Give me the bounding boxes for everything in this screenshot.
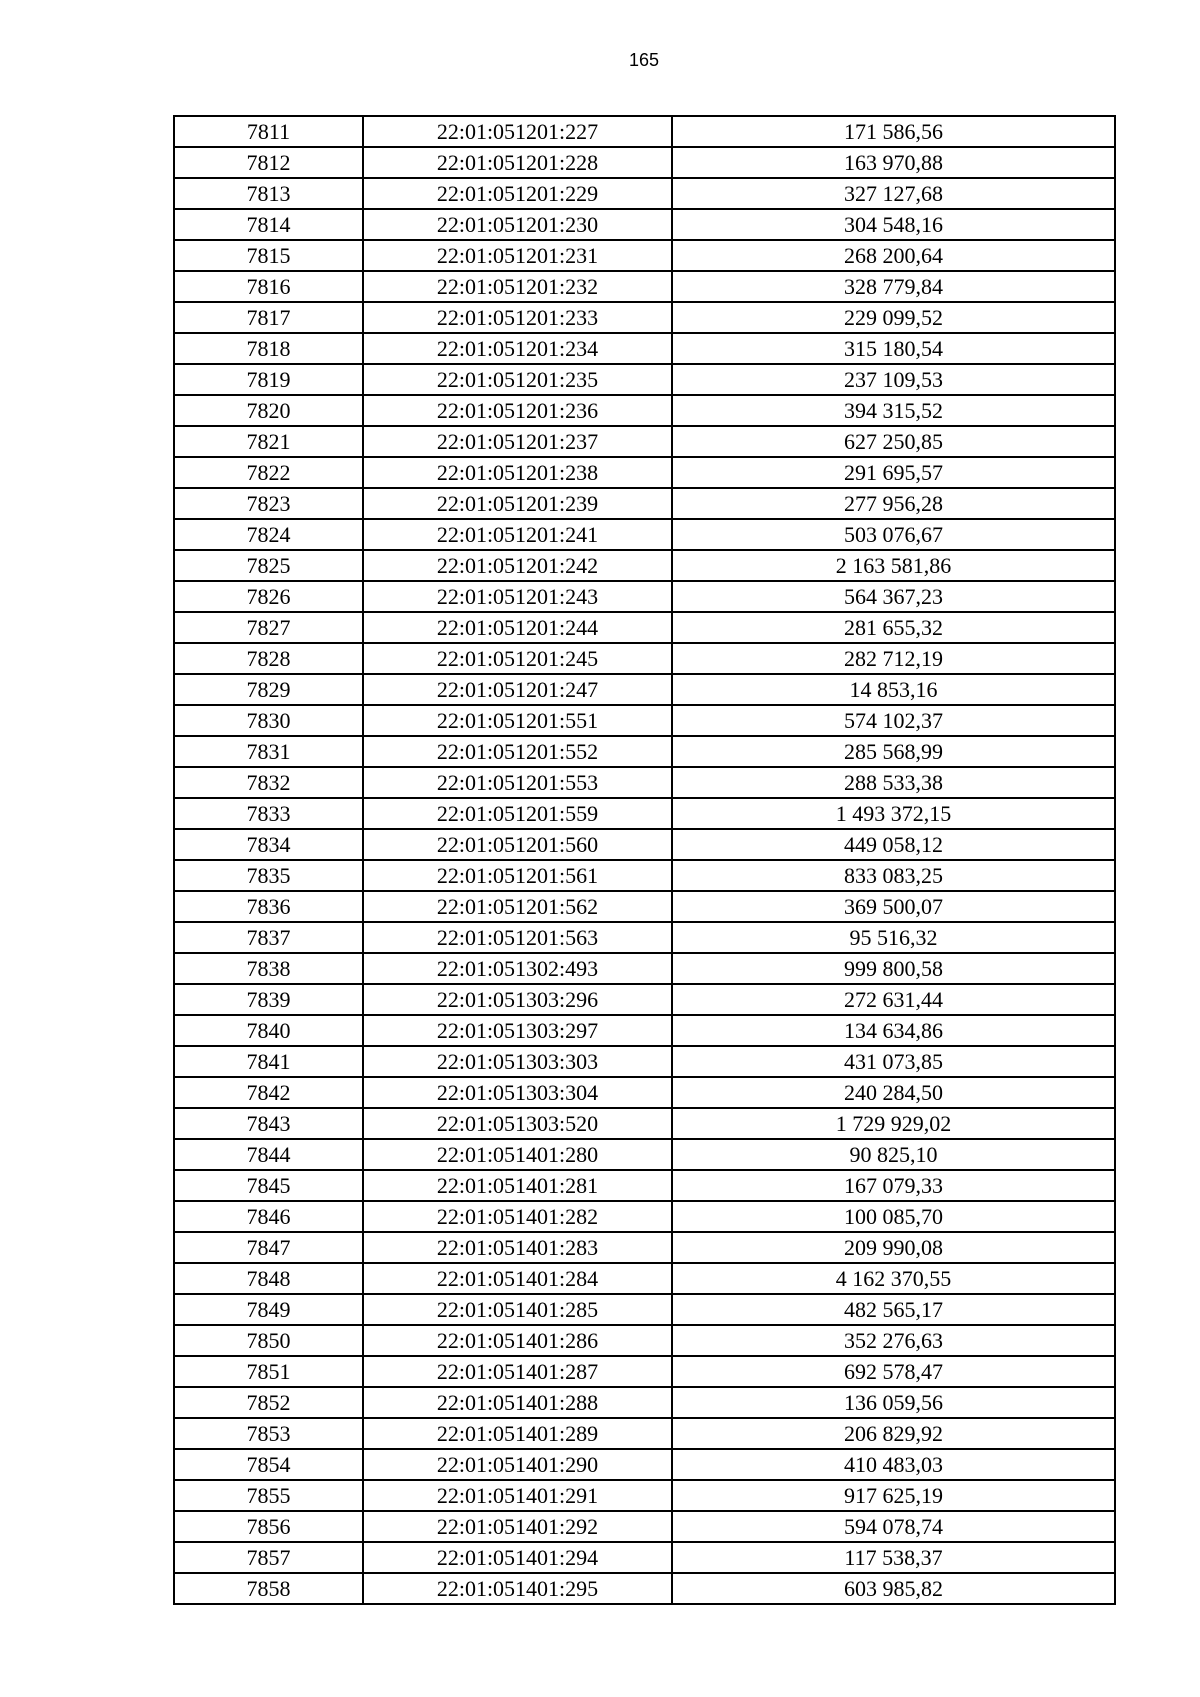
table-row <box>174 1480 1115 1511</box>
cadastral-number-cell: 22:01:051303:297 <box>363 1015 672 1046</box>
table-row <box>174 550 1115 581</box>
cadastral-value-cell: 999 800,58 <box>672 953 1115 984</box>
cadastral-value-cell: 90 825,10 <box>672 1139 1115 1170</box>
cadastral-number-cell: 22:01:051201:247 <box>363 674 672 705</box>
cadastral-value-cell: 917 625,19 <box>672 1480 1115 1511</box>
table-row <box>174 1232 1115 1263</box>
table-row <box>174 1542 1115 1573</box>
cadastral-value-cell: 4 162 370,55 <box>672 1263 1115 1294</box>
cadastral-number-cell: 22:01:051201:552 <box>363 736 672 767</box>
row-number-cell: 7826 <box>174 581 363 612</box>
cadastral-value-cell: 237 109,53 <box>672 364 1115 395</box>
cadastral-number-cell: 22:01:051401:288 <box>363 1387 672 1418</box>
cadastral-number-cell: 22:01:051201:236 <box>363 395 672 426</box>
row-number-cell: 7830 <box>174 705 363 736</box>
cadastral-value-cell: 327 127,68 <box>672 178 1115 209</box>
cadastral-number-cell: 22:01:051401:285 <box>363 1294 672 1325</box>
cadastral-number-cell: 22:01:051201:231 <box>363 240 672 271</box>
row-number-cell: 7836 <box>174 891 363 922</box>
row-number-cell: 7838 <box>174 953 363 984</box>
table-row <box>174 457 1115 488</box>
cadastral-number-cell: 22:01:051201:237 <box>363 426 672 457</box>
row-number-cell: 7846 <box>174 1201 363 1232</box>
table-row <box>174 1108 1115 1139</box>
row-number-cell: 7825 <box>174 550 363 581</box>
cadastral-value-cell: 95 516,32 <box>672 922 1115 953</box>
row-number-cell: 7823 <box>174 488 363 519</box>
cadastral-value-cell: 833 083,25 <box>672 860 1115 891</box>
row-number-cell: 7814 <box>174 209 363 240</box>
cadastral-value-cell: 431 073,85 <box>672 1046 1115 1077</box>
cadastral-number-cell: 22:01:051401:282 <box>363 1201 672 1232</box>
table-row <box>174 1418 1115 1449</box>
cadastral-number-cell: 22:01:051401:284 <box>363 1263 672 1294</box>
cadastral-value-cell: 134 634,86 <box>672 1015 1115 1046</box>
cadastral-number-cell: 22:01:051201:553 <box>363 767 672 798</box>
cadastral-value-cell: 291 695,57 <box>672 457 1115 488</box>
cadastral-number-cell: 22:01:051201:551 <box>363 705 672 736</box>
cadastral-value-cell: 1 493 372,15 <box>672 798 1115 829</box>
table-row <box>174 395 1115 426</box>
table-row <box>174 488 1115 519</box>
row-number-cell: 7839 <box>174 984 363 1015</box>
cadastral-number-cell: 22:01:051303:303 <box>363 1046 672 1077</box>
table-row <box>174 1449 1115 1480</box>
row-number-cell: 7851 <box>174 1356 363 1387</box>
cadastral-number-cell: 22:01:051401:283 <box>363 1232 672 1263</box>
cadastral-number-cell: 22:01:051302:493 <box>363 953 672 984</box>
table-body <box>174 116 1115 1604</box>
table-row <box>174 1170 1115 1201</box>
table-row <box>174 860 1115 891</box>
row-number-cell: 7855 <box>174 1480 363 1511</box>
row-number-cell: 7840 <box>174 1015 363 1046</box>
row-number-cell: 7824 <box>174 519 363 550</box>
cadastral-value-cell: 100 085,70 <box>672 1201 1115 1232</box>
row-number-cell: 7857 <box>174 1542 363 1573</box>
cadastral-number-cell: 22:01:051201:238 <box>363 457 672 488</box>
row-number-cell: 7813 <box>174 178 363 209</box>
cadastral-number-cell: 22:01:051201:235 <box>363 364 672 395</box>
row-number-cell: 7818 <box>174 333 363 364</box>
table-row <box>174 1015 1115 1046</box>
table-row <box>174 581 1115 612</box>
cadastral-number-cell: 22:01:051201:234 <box>363 333 672 364</box>
cadastral-value-cell: 282 712,19 <box>672 643 1115 674</box>
table-row <box>174 1511 1115 1542</box>
table-row <box>174 922 1115 953</box>
cadastral-number-cell: 22:01:051201:243 <box>363 581 672 612</box>
table-row <box>174 178 1115 209</box>
row-number-cell: 7837 <box>174 922 363 953</box>
row-number-cell: 7852 <box>174 1387 363 1418</box>
row-number-cell: 7827 <box>174 612 363 643</box>
table-row <box>174 1387 1115 1418</box>
row-number-cell: 7817 <box>174 302 363 333</box>
page-number: 165 <box>628 50 660 70</box>
cadastral-value-cell: 288 533,38 <box>672 767 1115 798</box>
cadastral-value-cell: 209 990,08 <box>672 1232 1115 1263</box>
row-number-cell: 7843 <box>174 1108 363 1139</box>
cadastral-value-cell: 206 829,92 <box>672 1418 1115 1449</box>
cadastral-value-cell: 564 367,23 <box>672 581 1115 612</box>
table-row <box>174 116 1115 147</box>
cadastral-value-cell: 304 548,16 <box>672 209 1115 240</box>
row-number-cell: 7828 <box>174 643 363 674</box>
cadastral-number-cell: 22:01:051401:287 <box>363 1356 672 1387</box>
table-row <box>174 333 1115 364</box>
cadastral-number-cell: 22:01:051201:561 <box>363 860 672 891</box>
cadastral-value-cell: 272 631,44 <box>672 984 1115 1015</box>
row-number-cell: 7858 <box>174 1573 363 1604</box>
cadastral-value-cell: 352 276,63 <box>672 1325 1115 1356</box>
cadastral-value-cell: 240 284,50 <box>672 1077 1115 1108</box>
cadastral-number-cell: 22:01:051303:304 <box>363 1077 672 1108</box>
row-number-cell: 7811 <box>174 116 363 147</box>
table-row <box>174 674 1115 705</box>
cadastral-value-table <box>173 115 1116 1605</box>
row-number-cell: 7845 <box>174 1170 363 1201</box>
cadastral-number-cell: 22:01:051201:562 <box>363 891 672 922</box>
row-number-cell: 7822 <box>174 457 363 488</box>
row-number-cell: 7835 <box>174 860 363 891</box>
cadastral-number-cell: 22:01:051201:232 <box>363 271 672 302</box>
cadastral-number-cell: 22:01:051201:244 <box>363 612 672 643</box>
cadastral-number-cell: 22:01:051401:281 <box>363 1170 672 1201</box>
cadastral-value-cell: 229 099,52 <box>672 302 1115 333</box>
table-row <box>174 519 1115 550</box>
cadastral-number-cell: 22:01:051401:294 <box>363 1542 672 1573</box>
row-number-cell: 7821 <box>174 426 363 457</box>
table-row <box>174 612 1115 643</box>
cadastral-number-cell: 22:01:051201:228 <box>363 147 672 178</box>
cadastral-number-cell: 22:01:051201:239 <box>363 488 672 519</box>
cadastral-number-cell: 22:01:051401:289 <box>363 1418 672 1449</box>
table-row <box>174 798 1115 829</box>
row-number-cell: 7820 <box>174 395 363 426</box>
cadastral-value-cell: 171 586,56 <box>672 116 1115 147</box>
cadastral-value-cell: 503 076,67 <box>672 519 1115 550</box>
cadastral-value-cell: 14 853,16 <box>672 674 1115 705</box>
cadastral-value-cell: 328 779,84 <box>672 271 1115 302</box>
cadastral-value-cell: 692 578,47 <box>672 1356 1115 1387</box>
cadastral-value-cell: 2 163 581,86 <box>672 550 1115 581</box>
cadastral-number-cell: 22:01:051401:292 <box>363 1511 672 1542</box>
table-row <box>174 1573 1115 1604</box>
table-row <box>174 643 1115 674</box>
cadastral-number-cell: 22:01:051303:520 <box>363 1108 672 1139</box>
cadastral-value-cell: 594 078,74 <box>672 1511 1115 1542</box>
row-number-cell: 7854 <box>174 1449 363 1480</box>
cadastral-number-cell: 22:01:051201:230 <box>363 209 672 240</box>
table-row <box>174 829 1115 860</box>
cadastral-number-cell: 22:01:051401:295 <box>363 1573 672 1604</box>
table-row <box>174 953 1115 984</box>
table-row <box>174 147 1115 178</box>
row-number-cell: 7816 <box>174 271 363 302</box>
row-number-cell: 7832 <box>174 767 363 798</box>
cadastral-value-cell: 574 102,37 <box>672 705 1115 736</box>
cadastral-number-cell: 22:01:051401:290 <box>363 1449 672 1480</box>
cadastral-value-cell: 449 058,12 <box>672 829 1115 860</box>
cadastral-value-cell: 1 729 929,02 <box>672 1108 1115 1139</box>
table-row <box>174 1139 1115 1170</box>
row-number-cell: 7831 <box>174 736 363 767</box>
row-number-cell: 7834 <box>174 829 363 860</box>
table-row <box>174 891 1115 922</box>
row-number-cell: 7853 <box>174 1418 363 1449</box>
row-number-cell: 7833 <box>174 798 363 829</box>
table-row <box>174 1356 1115 1387</box>
row-number-cell: 7819 <box>174 364 363 395</box>
table-row <box>174 984 1115 1015</box>
table-row <box>174 364 1115 395</box>
cadastral-value-cell: 394 315,52 <box>672 395 1115 426</box>
cadastral-number-cell: 22:01:051401:286 <box>363 1325 672 1356</box>
row-number-cell: 7812 <box>174 147 363 178</box>
table-row <box>174 1325 1115 1356</box>
cadastral-value-cell: 167 079,33 <box>672 1170 1115 1201</box>
row-number-cell: 7847 <box>174 1232 363 1263</box>
cadastral-value-cell: 410 483,03 <box>672 1449 1115 1480</box>
cadastral-number-cell: 22:01:051201:242 <box>363 550 672 581</box>
row-number-cell: 7841 <box>174 1046 363 1077</box>
row-number-cell: 7842 <box>174 1077 363 1108</box>
table-row <box>174 1077 1115 1108</box>
table-row <box>174 209 1115 240</box>
cadastral-number-cell: 22:01:051201:563 <box>363 922 672 953</box>
table-row <box>174 767 1115 798</box>
cadastral-value-cell: 277 956,28 <box>672 488 1115 519</box>
cadastral-value-cell: 285 568,99 <box>672 736 1115 767</box>
cadastral-number-cell: 22:01:051201:241 <box>363 519 672 550</box>
table-row <box>174 1294 1115 1325</box>
cadastral-value-cell: 482 565,17 <box>672 1294 1115 1325</box>
table-row <box>174 1263 1115 1294</box>
row-number-cell: 7848 <box>174 1263 363 1294</box>
cadastral-number-cell: 22:01:051303:296 <box>363 984 672 1015</box>
cadastral-number-cell: 22:01:051401:280 <box>363 1139 672 1170</box>
cadastral-number-cell: 22:01:051401:291 <box>363 1480 672 1511</box>
cadastral-value-cell: 163 970,88 <box>672 147 1115 178</box>
row-number-cell: 7815 <box>174 240 363 271</box>
cadastral-value-cell: 268 200,64 <box>672 240 1115 271</box>
cadastral-value-cell: 281 655,32 <box>672 612 1115 643</box>
cadastral-number-cell: 22:01:051201:227 <box>363 116 672 147</box>
cadastral-value-cell: 627 250,85 <box>672 426 1115 457</box>
cadastral-number-cell: 22:01:051201:560 <box>363 829 672 860</box>
row-number-cell: 7829 <box>174 674 363 705</box>
row-number-cell: 7850 <box>174 1325 363 1356</box>
cadastral-number-cell: 22:01:051201:233 <box>363 302 672 333</box>
cadastral-value-cell: 315 180,54 <box>672 333 1115 364</box>
cadastral-number-cell: 22:01:051201:559 <box>363 798 672 829</box>
table-row <box>174 1201 1115 1232</box>
table-row <box>174 1046 1115 1077</box>
table-row <box>174 736 1115 767</box>
cadastral-value-cell: 603 985,82 <box>672 1573 1115 1604</box>
cadastral-value-cell: 117 538,37 <box>672 1542 1115 1573</box>
row-number-cell: 7844 <box>174 1139 363 1170</box>
cadastral-number-cell: 22:01:051201:229 <box>363 178 672 209</box>
cadastral-value-cell: 136 059,56 <box>672 1387 1115 1418</box>
row-number-cell: 7849 <box>174 1294 363 1325</box>
table-row <box>174 240 1115 271</box>
cadastral-number-cell: 22:01:051201:245 <box>363 643 672 674</box>
table-row <box>174 705 1115 736</box>
table-row <box>174 271 1115 302</box>
row-number-cell: 7856 <box>174 1511 363 1542</box>
table-row <box>174 426 1115 457</box>
table-row <box>174 302 1115 333</box>
cadastral-value-cell: 369 500,07 <box>672 891 1115 922</box>
